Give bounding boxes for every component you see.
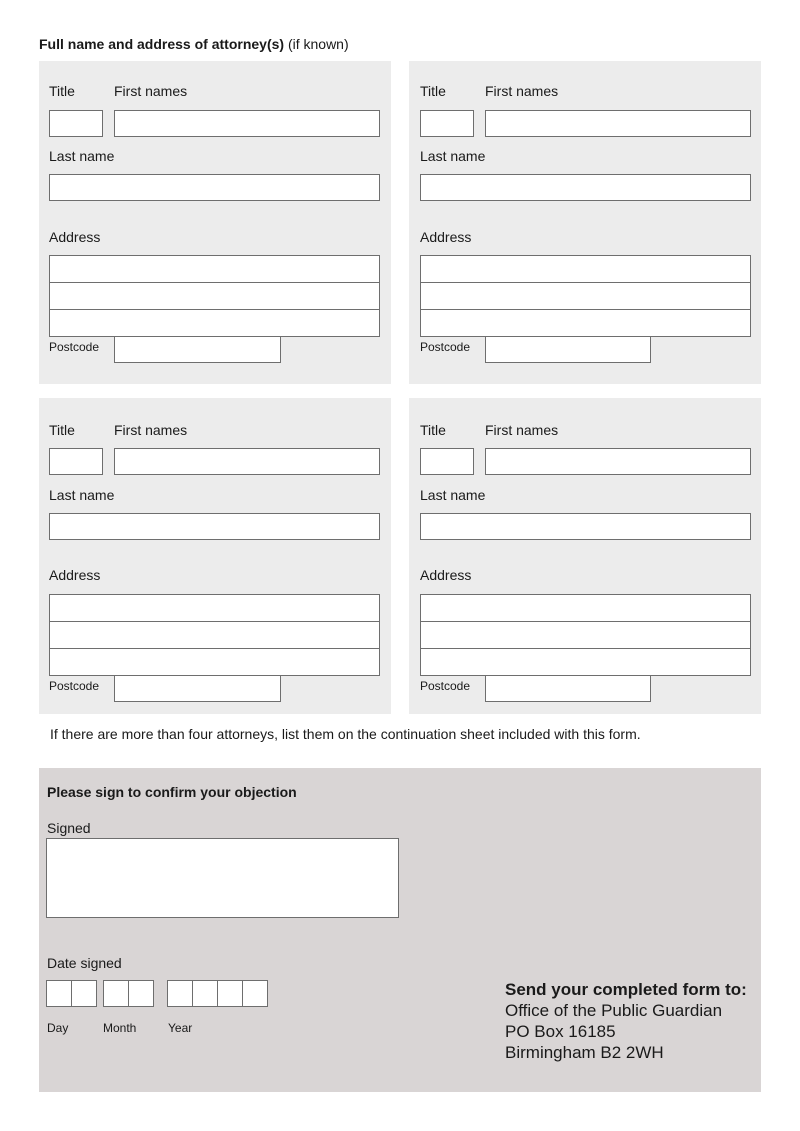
day-digit-2-input[interactable] (71, 980, 97, 1007)
postcode-label: Postcode (49, 340, 100, 354)
first-names-input[interactable] (485, 448, 751, 475)
send-to-heading: Send your completed form to: (505, 980, 747, 999)
postcode-input[interactable] (485, 675, 651, 702)
year-digit-4-input[interactable] (242, 980, 268, 1007)
send-to-line-3: Birmingham B2 2WH (505, 1043, 664, 1062)
month-digit-2-input[interactable] (128, 980, 154, 1007)
attorney-panel-1 (39, 61, 391, 384)
date-signed-label: Date signed (47, 955, 122, 971)
year-label: Year (168, 1021, 193, 1035)
continuation-note: If there are more than four attorneys, list them on the continuation sheet included with this form. (50, 726, 641, 742)
postcode-label: Postcode (420, 340, 471, 354)
first-names-input[interactable] (114, 448, 380, 475)
month-label: Month (103, 1021, 137, 1035)
address-label: Address (49, 229, 101, 245)
send-to-line-1: Office of the Public Guardian (505, 1001, 723, 1020)
section-heading-note: (if known) (284, 36, 349, 52)
address-line-2-input[interactable] (49, 282, 380, 310)
first-names-input[interactable] (114, 110, 380, 137)
signature-box[interactable] (46, 838, 399, 918)
postcode-label: Postcode (420, 679, 471, 693)
signature-panel (39, 768, 761, 1092)
address-line-2-input[interactable] (49, 621, 380, 649)
title-input[interactable] (420, 110, 474, 137)
section-heading (39, 36, 349, 52)
last-name-label: Last name (420, 148, 486, 164)
section-heading-bold: Full name and address of attorney(s) (39, 36, 285, 52)
day-label: Day (47, 1021, 69, 1035)
title-input[interactable] (420, 448, 474, 475)
address-label: Address (420, 229, 472, 245)
postcode-input[interactable] (485, 336, 651, 363)
first-names-input[interactable] (485, 110, 751, 137)
last-name-input[interactable] (420, 174, 751, 201)
day-digit-1-input[interactable] (46, 980, 72, 1007)
last-name-input[interactable] (49, 513, 380, 540)
address-line-2-input[interactable] (420, 621, 751, 649)
address-label: Address (49, 567, 101, 583)
postcode-input[interactable] (114, 336, 281, 363)
attorney-panel-2 (409, 61, 761, 384)
first-names-label: First names (114, 422, 188, 438)
year-digit-1-input[interactable] (167, 980, 193, 1007)
send-to-line-2: PO Box 16185 (505, 1022, 616, 1041)
title-input[interactable] (49, 448, 103, 475)
year-digit-2-input[interactable] (192, 980, 218, 1007)
year-digit-3-input[interactable] (217, 980, 243, 1007)
address-line-3-input[interactable] (49, 648, 380, 676)
title-label: Title (49, 422, 75, 438)
title-label: Title (420, 83, 446, 99)
address-line-3-input[interactable] (420, 309, 751, 337)
address-label: Address (420, 567, 472, 583)
attorney-panel-4 (409, 398, 761, 714)
month-digit-1-input[interactable] (103, 980, 129, 1007)
signature-heading: Please sign to confirm your objection (47, 784, 297, 800)
last-name-input[interactable] (420, 513, 751, 540)
title-label: Title (49, 83, 75, 99)
title-input[interactable] (49, 110, 103, 137)
signed-label: Signed (47, 820, 91, 836)
postcode-label: Postcode (49, 679, 100, 693)
attorney-panel-3 (39, 398, 391, 714)
first-names-label: First names (114, 83, 188, 99)
address-line-2-input[interactable] (420, 282, 751, 310)
last-name-label: Last name (49, 148, 115, 164)
address-line-3-input[interactable] (49, 309, 380, 337)
address-line-3-input[interactable] (420, 648, 751, 676)
last-name-label: Last name (420, 487, 486, 503)
address-line-1-input[interactable] (49, 255, 380, 283)
address-line-1-input[interactable] (420, 594, 751, 622)
postcode-input[interactable] (114, 675, 281, 702)
first-names-label: First names (485, 422, 559, 438)
last-name-label: Last name (49, 487, 115, 503)
address-line-1-input[interactable] (49, 594, 380, 622)
title-label: Title (420, 422, 446, 438)
last-name-input[interactable] (49, 174, 380, 201)
first-names-label: First names (485, 83, 559, 99)
address-line-1-input[interactable] (420, 255, 751, 283)
